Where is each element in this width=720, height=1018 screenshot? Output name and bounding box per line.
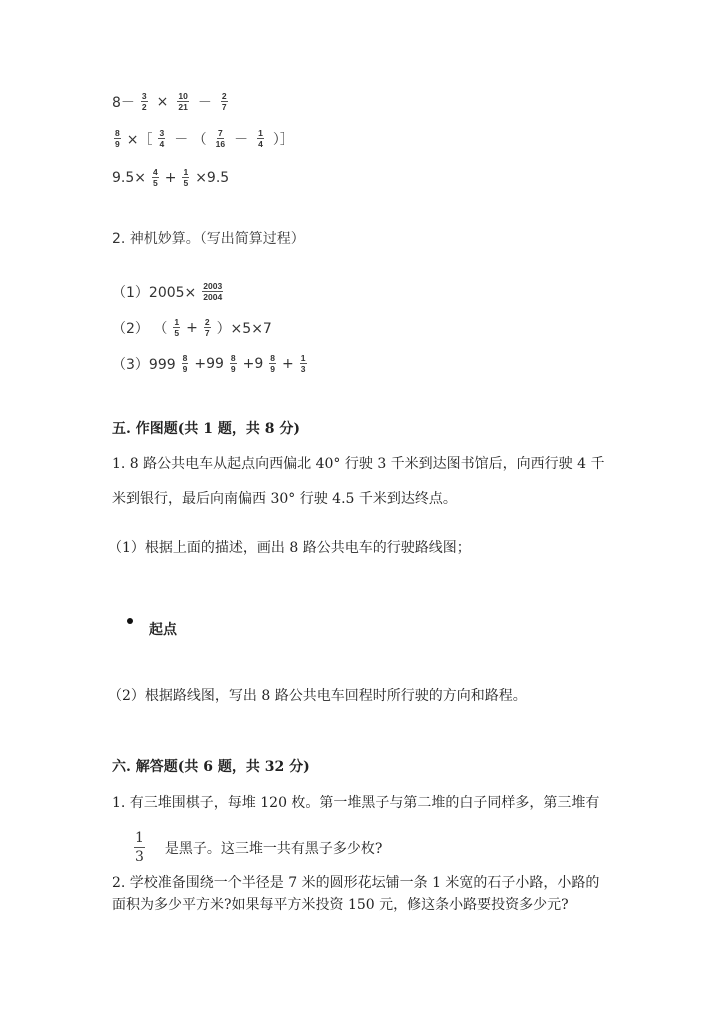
expr-text: +	[186, 319, 198, 336]
expr-text: ）］	[272, 131, 294, 148]
expr-text: －	[197, 94, 212, 111]
fraction: $\frac{1}{3}$	[300, 353, 306, 374]
expr-text: 8－	[112, 94, 135, 111]
expression-2	[108, 128, 297, 149]
fraction: $\frac{3}{2}$	[141, 91, 147, 112]
expr-text: － （	[174, 131, 207, 148]
fraction: $\frac{2}{7}$	[221, 91, 227, 112]
s6-q1-line2	[128, 829, 382, 866]
expr-text: ×［	[126, 131, 153, 148]
start-point-dot	[127, 618, 133, 624]
expr-text: （1）2005×	[112, 284, 197, 301]
s6-q1-line1: 1. 有三堆围棋子，每堆 120 枚。第一堆黑子与第二堆的白子同样多，第三堆有	[112, 795, 600, 811]
s5-sub1: （1）根据上面的描述，画出 8 路公共电车的行驶路线图；	[108, 540, 471, 556]
fraction: $\frac{8}{9}$	[182, 353, 188, 374]
q2-part-3	[112, 353, 313, 374]
start-label: 起点	[149, 622, 177, 638]
fraction: $\frac{8}{9}$	[270, 353, 276, 374]
s5-q1-line2: 米到银行，最后向南偏西 30° 行驶 4.5 千米到达终点。	[112, 491, 457, 507]
fraction: $\frac{4}{5}$	[153, 167, 158, 188]
section-5-heading: 五. 作图题(共 1 题，共 8 分)	[112, 421, 300, 437]
fraction: $\frac{1}{3}$	[135, 830, 144, 865]
fraction: $\frac{3}{4}$	[159, 128, 165, 149]
expr-text: （2） （	[112, 320, 168, 337]
expr-text: +	[164, 169, 177, 186]
expression-1	[112, 91, 234, 112]
fraction: $\frac{2}{7}$	[204, 317, 210, 338]
expr-text: －	[234, 131, 249, 148]
fraction: $\frac{2003}{2004}$	[203, 281, 223, 302]
expr-text: +9	[242, 355, 264, 372]
expression-3	[112, 167, 229, 188]
expr-text: +	[282, 355, 294, 372]
expr-text: 9.5×	[112, 169, 146, 186]
question-2-title: 2. 神机妙算。（写出简算过程）	[112, 231, 305, 247]
fraction: $\frac{8}{9}$	[230, 353, 236, 374]
q2-part-2	[112, 317, 272, 338]
fraction: $\frac{7}{16}$	[215, 128, 226, 149]
expr-text: ×9.5	[195, 169, 230, 186]
text: 是黑子。这三堆一共有黑子多少枚?	[164, 840, 383, 857]
s5-sub2: （2）根据路线图，写出 8 路公共电车回程时所行驶的方向和路程。	[108, 688, 527, 704]
fraction: $\frac{1}{5}$	[174, 317, 180, 338]
expr-text: ）×5×7	[216, 320, 272, 337]
fraction: $\frac{8}{9}$	[115, 128, 120, 149]
s6-q2-line2: 面积为多少平方米?如果每平方米投资 150 元，修这条小路要投资多少元?	[112, 897, 569, 913]
section-6-heading: 六. 解答题(共 6 题，共 32 分)	[112, 759, 310, 775]
expr-text: +99	[194, 355, 224, 372]
fraction: $\frac{1}{4}$	[258, 128, 263, 149]
expr-text: ×	[156, 93, 169, 110]
fraction: $\frac{1}{5}$	[183, 167, 189, 188]
s5-q1-line1: 1. 8 路公共电车从起点向西偏北 40° 行驶 3 千米到达图书馆后，向西行驶 4 千	[112, 456, 605, 472]
fraction: $\frac{10}{21}$	[178, 91, 188, 112]
expr-text: （3）999	[112, 356, 176, 373]
s6-q2-line1: 2. 学校准备围绕一个半径是 7 米的圆形花坛铺一条 1 米宽的石子小路，小路的	[112, 875, 600, 891]
q2-part-1	[112, 281, 229, 302]
